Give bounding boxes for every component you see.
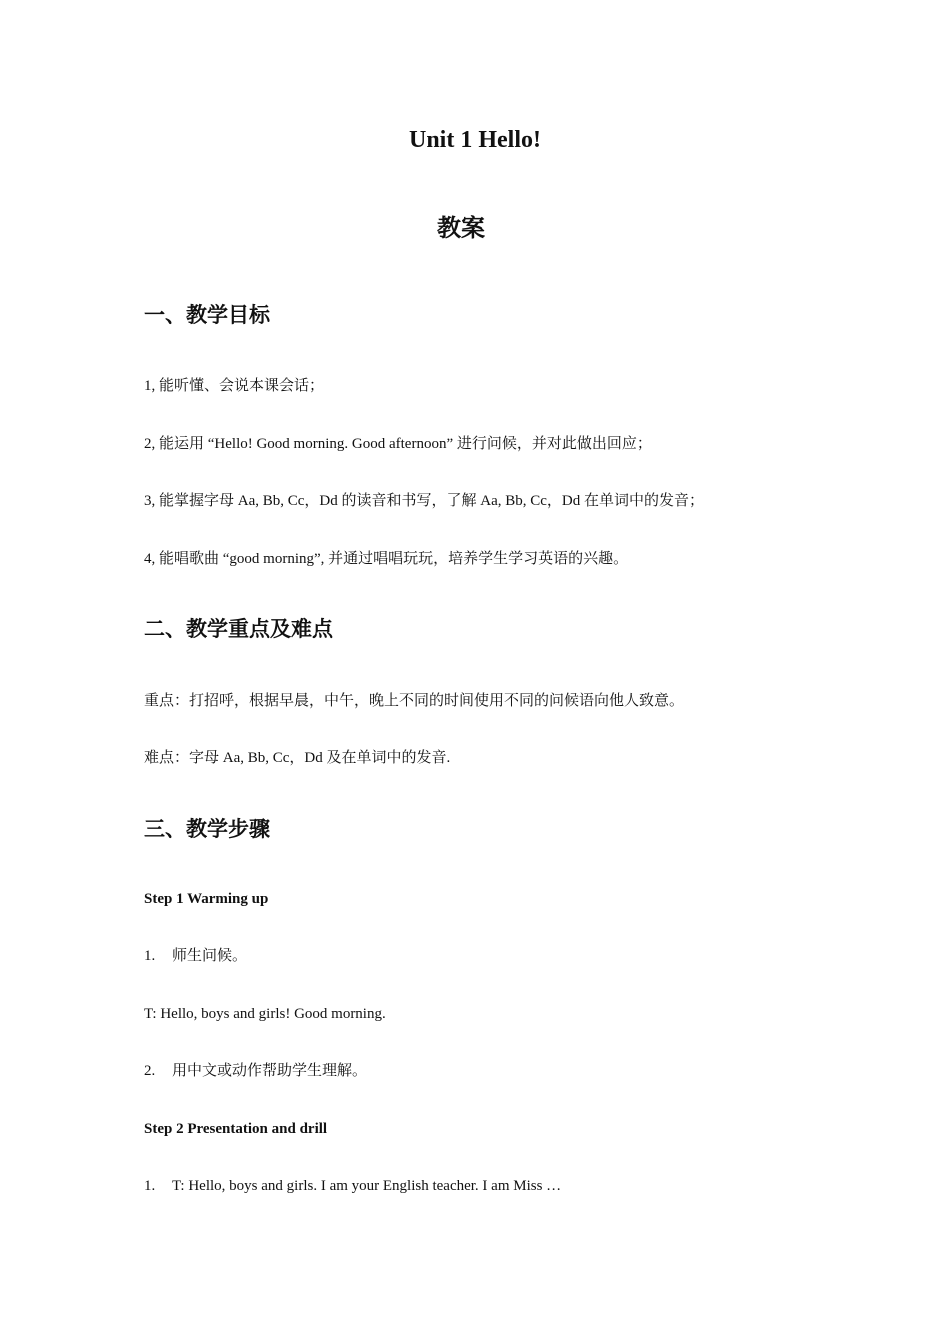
list-text: T: Hello, boys and girls. I am your English teacher. I am Miss … — [172, 1178, 562, 1194]
step1-dialogue: T: Hello, boys and girls! Good morning. — [144, 1006, 386, 1022]
list-number: 1. — [144, 948, 156, 964]
objective-item: 2, 能运用 “Hello! Good morning. Good afternoon” 进行问候，并对此做出回应； — [144, 436, 652, 452]
list-text: 用中文或动作帮助学生理解。 — [172, 1063, 368, 1079]
step1-heading: Step 1 Warming up — [144, 891, 269, 907]
step2-item-1 — [144, 1175, 561, 1197]
list-text: 师生问候。 — [172, 948, 248, 964]
section-heading-objectives: 一、教学目标 — [144, 303, 270, 327]
document-title: Unit 1 Hello! — [409, 127, 541, 153]
document-subtitle: 教案 — [437, 216, 485, 242]
section-heading-key-points: 二、教学重点及难点 — [144, 617, 333, 641]
objective-item: 4, 能唱歌曲 “good morning”, 并通过唱唱玩玩，培养学生学习英语的兴趣。 — [144, 551, 629, 567]
difficult-point-text: 难点：字母 Aa, Bb, Cc，Dd 及在单词中的发音. — [144, 750, 451, 766]
objective-item: 1, 能听懂、会说本课会话； — [144, 378, 325, 394]
section-heading-steps: 三、教学步骤 — [144, 817, 270, 841]
step1-item-2 — [144, 1060, 367, 1082]
objective-item: 3, 能掌握字母 Aa, Bb, Cc，Dd 的读音和书写，了解 Aa, Bb, Cc，Dd 在单词中的发音； — [144, 493, 704, 509]
list-number: 1. — [144, 1178, 156, 1194]
step2-heading: Step 2 Presentation and drill — [144, 1121, 328, 1137]
key-point-text: 重点：打招呼，根据早晨，中午，晚上不同的时间使用不同的问候语向他人致意。 — [144, 693, 685, 709]
list-number: 2. — [144, 1063, 156, 1079]
step1-item-1 — [144, 945, 247, 967]
